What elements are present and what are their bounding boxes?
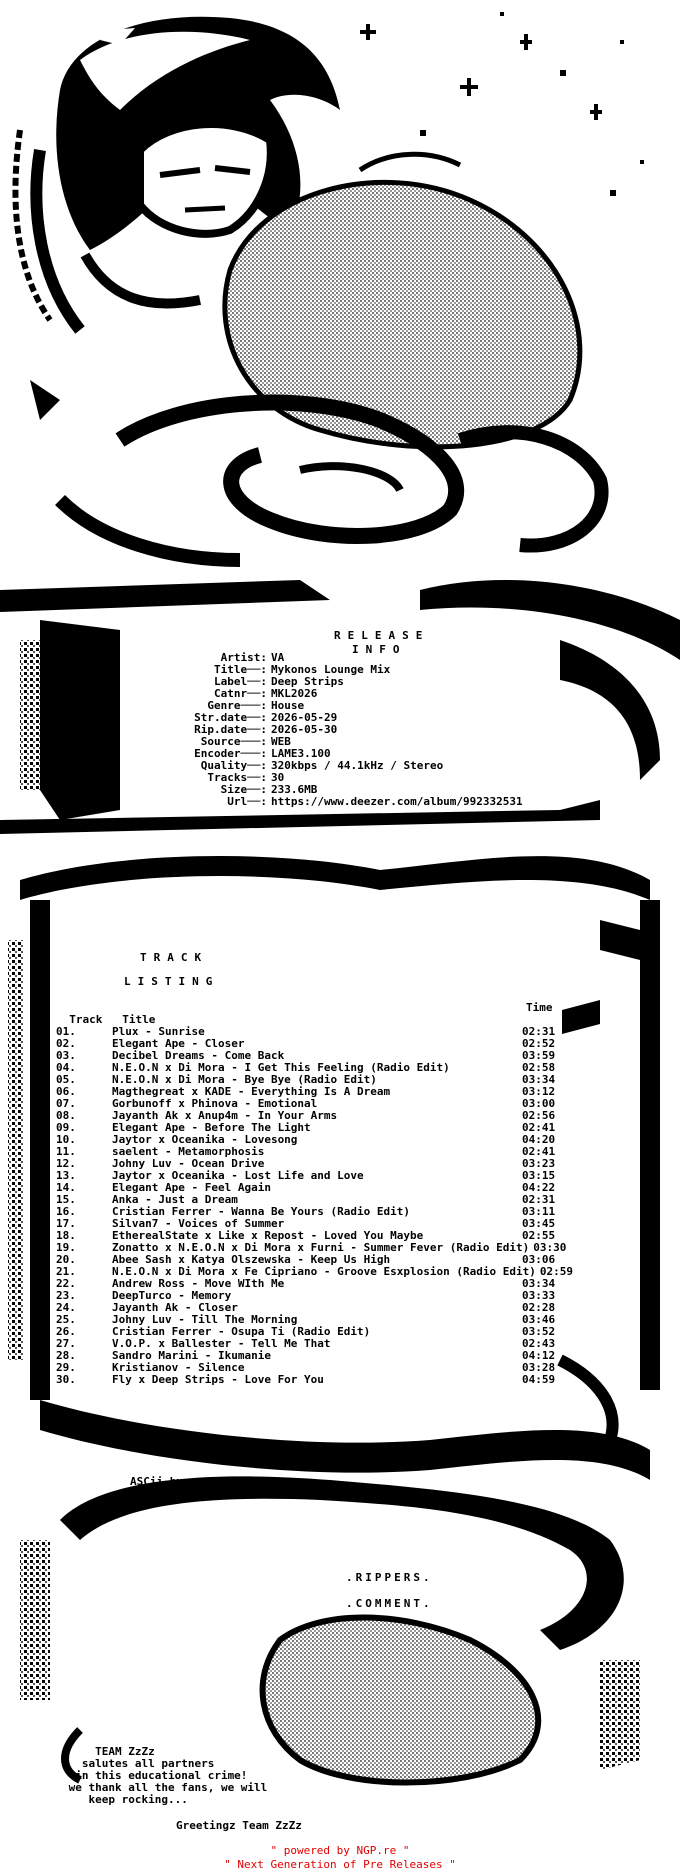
comment-line: keep rocking... <box>62 1793 188 1806</box>
release-info-key: Source───: <box>200 735 267 748</box>
track-row <box>56 1374 573 1386</box>
release-info-key: Url──: <box>227 795 267 808</box>
track-number: 09. <box>56 1121 76 1134</box>
track-title: N.E.O.N x Di Mora x Fe Cipriano - Groove Esxplosion (Radio Edit) <box>112 1265 536 1278</box>
release-info-value: Deep Strips <box>271 675 344 688</box>
release-info-key: Rip.date──: <box>194 723 267 736</box>
release-info-value: 2026-05-29 <box>271 711 338 724</box>
track-number: 24. <box>56 1301 76 1314</box>
release-info-value[interactable]: https://www.deezer.com/album/992332531 <box>271 795 523 808</box>
ascii-credit-author: gonz_zZzZ <box>130 1487 190 1500</box>
track-duration: 03:34 <box>522 1073 556 1086</box>
track-duration: 04:59 <box>522 1373 556 1386</box>
track-duration: 03:06 <box>522 1253 556 1266</box>
track-number: 01. <box>56 1025 76 1038</box>
track-number: 19. <box>56 1241 76 1254</box>
track-title: Elegant Ape - Before The Light <box>112 1121 311 1134</box>
track-number: 26. <box>56 1325 76 1338</box>
track-listing-heading: TRACK <box>140 951 209 964</box>
track-title: Silvan7 - Voices of Summer <box>112 1217 285 1230</box>
track-title: DeepTurco - Memory <box>112 1289 232 1302</box>
track-number: 10. <box>56 1133 76 1146</box>
footer-powered-by: " powered by NGP.re " <box>270 1844 410 1857</box>
release-info-key: Title──: <box>214 663 267 676</box>
release-info-key: Genre───: <box>207 699 267 712</box>
release-info-row <box>140 760 523 772</box>
track-title: Jayanth Ak - Closer <box>112 1301 238 1314</box>
track-duration: 03:00 <box>522 1097 556 1110</box>
track-title: Plux - Sunrise <box>112 1025 205 1038</box>
track-number: 05. <box>56 1073 76 1086</box>
track-title: saelent - Metamorphosis <box>112 1145 265 1158</box>
track-title: Jaytor x Oceanika - Lost Life and Love <box>112 1169 364 1182</box>
track-duration: 02:41 <box>522 1121 556 1134</box>
release-info-row <box>140 772 523 784</box>
release-info-value: 2026-05-30 <box>271 723 338 736</box>
track-duration: 04:12 <box>522 1349 556 1362</box>
track-number: 11. <box>56 1145 76 1158</box>
release-info-value: 320kbps / 44.1kHz / Stereo <box>271 759 444 772</box>
track-duration: 04:20 <box>522 1133 556 1146</box>
track-duration: 02:56 <box>522 1109 556 1122</box>
track-title: Elegant Ape - Closer <box>112 1037 245 1050</box>
track-number: 12. <box>56 1157 76 1170</box>
track-title: Jaytor x Oceanika - Lovesong <box>112 1133 298 1146</box>
release-info-row <box>140 676 523 688</box>
rippers-comment-text <box>62 1746 267 1806</box>
column-title-label: Title <box>122 1013 156 1026</box>
track-duration: 02:31 <box>522 1025 556 1038</box>
track-number: 16. <box>56 1205 76 1218</box>
track-duration: 03:30 <box>533 1241 567 1254</box>
track-duration: 04:22 <box>522 1181 556 1194</box>
track-title: Andrew Ross - Move WIth Me <box>112 1277 285 1290</box>
comment-line: TEAM ZzZz <box>62 1745 155 1758</box>
footer-tagline: " Next Generation of Pre Releases " <box>224 1858 456 1871</box>
track-title: Elegant Ape - Feel Again <box>112 1181 271 1194</box>
track-duration: 03:52 <box>522 1325 556 1338</box>
track-title: Gorbunoff x Phinova - Emotional <box>112 1097 318 1110</box>
track-number: 25. <box>56 1313 76 1326</box>
track-title: Fly x Deep Strips - Love For You <box>112 1373 324 1386</box>
comment-heading: .COMMENT. <box>346 1597 433 1610</box>
track-duration: 03:11 <box>522 1205 556 1218</box>
release-info-row <box>140 796 523 808</box>
track-number: 13. <box>56 1169 76 1182</box>
track-duration: 02:59 <box>539 1265 573 1278</box>
release-info-key: Tracks──: <box>207 771 267 784</box>
track-number: 27. <box>56 1337 76 1350</box>
track-duration: 03:45 <box>522 1217 556 1230</box>
track-title: Abee Sash x Katya Olszewska - Keep Us High <box>112 1253 391 1266</box>
track-duration: 02:55 <box>522 1229 556 1242</box>
track-number: 21. <box>56 1265 76 1278</box>
track-title: EtherealState x Like x Repost - Loved You Maybe <box>112 1229 424 1242</box>
track-title: Zonatto x N.E.O.N x Di Mora x Furni - Summer Fever (Radio Edit) <box>112 1241 530 1254</box>
release-info-value: 30 <box>271 771 285 784</box>
release-info-value: House <box>271 699 305 712</box>
track-duration: 03:46 <box>522 1313 556 1326</box>
track-title: Cristian Ferrer - Osupa Ti (Radio Edit) <box>112 1325 371 1338</box>
release-info-value: MKL2026 <box>271 687 318 700</box>
release-info-value: Mykonos Lounge Mix <box>271 663 391 676</box>
track-number: 28. <box>56 1349 76 1362</box>
column-time-label: Time <box>526 1001 553 1014</box>
release-info-row <box>140 724 523 736</box>
track-list <box>56 1026 573 1386</box>
track-number: 06. <box>56 1085 76 1098</box>
track-number: 03. <box>56 1049 76 1062</box>
track-title: Anka - Just a Dream <box>112 1193 238 1206</box>
track-listing-subheading: LISTING <box>124 975 220 988</box>
release-info-key: Artist: <box>220 651 267 664</box>
track-duration: 03:59 <box>522 1049 556 1062</box>
track-duration: 02:41 <box>522 1145 556 1158</box>
release-info-fields <box>140 652 523 808</box>
release-info-heading: RELEASE <box>334 629 430 642</box>
release-info-value: VA <box>271 651 285 664</box>
greeting-line: Greetingz Team ZzZz <box>176 1819 302 1832</box>
track-duration: 02:58 <box>522 1061 556 1074</box>
track-number: 02. <box>56 1037 76 1050</box>
track-title: Decibel Dreams - Come Back <box>112 1049 285 1062</box>
release-info-subheading: INFO <box>352 643 407 656</box>
release-info-row <box>140 688 523 700</box>
track-number: 22. <box>56 1277 76 1290</box>
track-duration: 03:12 <box>522 1085 556 1098</box>
track-title: N.E.O.N x Di Mora - Bye Bye (Radio Edit) <box>112 1073 377 1086</box>
track-title: Johny Luv - Ocean Drive <box>112 1157 265 1170</box>
comment-line: in this educational crime! <box>62 1769 248 1782</box>
track-list-header <box>56 1001 553 1026</box>
figure-illustration <box>15 12 644 560</box>
release-info-value: WEB <box>271 735 291 748</box>
track-title: Cristian Ferrer - Wanna Be Yours (Radio Edit) <box>112 1205 411 1218</box>
track-duration: 03:23 <box>522 1157 556 1170</box>
track-duration: 03:33 <box>522 1289 556 1302</box>
track-title: Johny Luv - Till The Morning <box>112 1313 298 1326</box>
track-number: 15. <box>56 1193 76 1206</box>
track-title: N.E.O.N x Di Mora - I Get This Feeling (Radio Edit) <box>112 1061 450 1074</box>
release-info-key: Catnr──: <box>214 687 267 700</box>
comment-line: salutes all partners <box>62 1757 215 1770</box>
track-title: Sandro Marini - Ikumanie <box>112 1349 271 1362</box>
release-info-value: LAME3.100 <box>271 747 331 760</box>
track-duration: 02:31 <box>522 1193 556 1206</box>
track-number: 20. <box>56 1253 76 1266</box>
track-number: 23. <box>56 1289 76 1302</box>
column-track-label: Track <box>69 1013 103 1026</box>
track-number: 04. <box>56 1061 76 1074</box>
track-title: Magthegreat x KADE - Everything Is A Dream <box>112 1085 391 1098</box>
track-number: 18. <box>56 1229 76 1242</box>
rippers-heading: .RIPPERS. <box>346 1571 433 1584</box>
track-duration: 03:28 <box>522 1361 556 1374</box>
comment-line: we thank all the fans, we will <box>62 1781 268 1794</box>
track-number: 30. <box>56 1373 76 1386</box>
track-duration: 02:43 <box>522 1337 556 1350</box>
track-title: V.O.P. x Ballester - Tell Me That <box>112 1337 331 1350</box>
track-duration: 03:34 <box>522 1277 556 1290</box>
track-number: 29. <box>56 1361 76 1374</box>
track-number: 07. <box>56 1097 76 1110</box>
track-duration: 03:15 <box>522 1169 556 1182</box>
track-number: 08. <box>56 1109 76 1122</box>
release-info-key: Size──: <box>220 783 267 796</box>
track-number: 14. <box>56 1181 76 1194</box>
track-title: Jayanth Ak x Anup4m - In Your Arms <box>112 1109 338 1122</box>
ascii-credit-line: ASCii by <box>130 1475 183 1488</box>
release-info-key: Label──: <box>214 675 267 688</box>
track-duration: 02:28 <box>522 1301 556 1314</box>
release-info-key: Encoder───: <box>194 747 267 760</box>
release-info-value: 233.6MB <box>271 783 318 796</box>
rippers-comment-frame <box>20 1476 640 1782</box>
track-number: 17. <box>56 1217 76 1230</box>
release-info-key: Str.date──: <box>194 711 267 724</box>
track-title: Kristianov - Silence <box>112 1361 245 1374</box>
release-info-key: Quality──: <box>200 759 267 772</box>
track-duration: 02:52 <box>522 1037 556 1050</box>
